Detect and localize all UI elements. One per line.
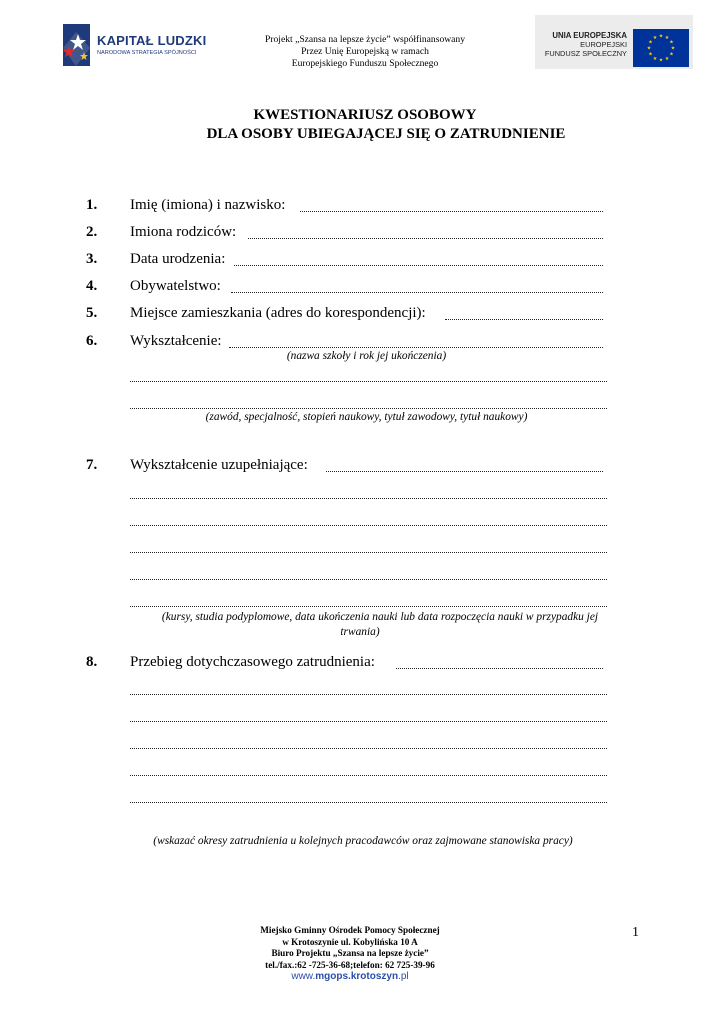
eu-logo-line: UNIA EUROPEJSKA [552, 31, 627, 40]
eu-logo [535, 15, 693, 69]
field-number: 6. [86, 333, 98, 349]
project-line: Europejskiego Funduszu Społecznego [291, 58, 439, 70]
svg-text:★: ★ [648, 51, 653, 58]
courses-note: trwania) [340, 626, 380, 638]
field-label: Data urodzenia: [130, 251, 226, 267]
field-label: Miejsce zamieszkania (adres do korespondencji): [130, 305, 426, 321]
svg-text:★: ★ [670, 45, 676, 52]
employment-input-line[interactable] [130, 802, 607, 803]
education-input-line[interactable] [130, 408, 607, 409]
courses-note: (kursy, studia podyplomowe, data ukończenia nauki lub data rozpoczęcia nauki w przypadku jej [161, 611, 599, 623]
logo-subtitle: NARODOWA STRATEGIA SPÓJNOŚCI [97, 50, 197, 56]
website-suffix: .pl [398, 971, 409, 983]
svg-text:★: ★ [652, 56, 658, 62]
education-input-line[interactable] [130, 381, 607, 382]
eu-logo-line: EUROPEJSKI [580, 40, 627, 49]
field-label: Obywatelstwo: [130, 278, 221, 294]
parents-input-line[interactable] [248, 238, 603, 239]
footer-line: Miejsko Gminny Ośrodek Pomocy Społecznej [260, 925, 440, 935]
footer [250, 925, 450, 983]
svg-text:★: ★ [669, 51, 674, 58]
kapital-ludzki-logo [60, 22, 210, 72]
website-prefix: www. [291, 971, 316, 983]
address-input-line[interactable] [445, 319, 603, 320]
additional-education-input-line[interactable] [130, 579, 607, 580]
footer-line: Biuro Projektu „Szansa na lepsze życie” [271, 948, 429, 959]
additional-education-input-line[interactable] [130, 498, 607, 499]
birthdate-input-line[interactable] [234, 265, 603, 266]
employment-input-line[interactable] [396, 668, 603, 669]
field-label: Imię (imiona) i nazwisko: [130, 197, 286, 213]
svg-text:★: ★ [648, 39, 653, 46]
employment-input-line[interactable] [130, 721, 607, 722]
svg-text:★: ★ [658, 57, 664, 64]
name-input-line[interactable] [300, 211, 603, 212]
field-number: 3. [86, 251, 98, 267]
svg-text:★: ★ [658, 33, 664, 40]
field-number: 1. [86, 197, 98, 213]
svg-text:★: ★ [646, 45, 652, 52]
field-number: 5. [86, 305, 98, 321]
svg-text:★: ★ [669, 39, 674, 46]
form-title-line: DLA OSOBY UBIEGAJĄCEJ SIĘ O ZATRUDNIENIE [206, 126, 566, 142]
eu-flag-icon [633, 29, 689, 67]
form-title-line: KWESTIONARIUSZ OSOBOWY [253, 107, 477, 123]
field-label: Wykształcenie: [130, 333, 222, 349]
field-number: 8. [86, 654, 98, 670]
additional-education-input-line[interactable] [326, 471, 603, 472]
footer-website-link[interactable] [250, 971, 450, 983]
footer-line: w Krotoszynie ul. Kobylińska 10 A [282, 936, 418, 947]
page-number: 1 [632, 925, 639, 940]
project-info [240, 34, 490, 71]
citizenship-input-line[interactable] [231, 292, 603, 293]
school-note: (nazwa szkoły i rok jej ukończenia) [286, 350, 447, 362]
additional-education-input-line[interactable] [130, 552, 607, 553]
additional-education-input-line[interactable] [130, 525, 607, 526]
project-line: Przez Unię Europejską w ramach [301, 46, 429, 58]
employment-input-line[interactable] [130, 694, 607, 695]
footer-line: tel./fax.:62 -725-36-68;telefon: 62 725-39-96 [265, 959, 435, 970]
field-label: Wykształcenie uzupełniające: [130, 457, 308, 473]
employment-input-line[interactable] [130, 775, 607, 776]
eu-logo-line: FUNDUSZ SPOŁECZNY [544, 49, 627, 58]
eu-logo-text [545, 31, 627, 58]
svg-text:★: ★ [664, 56, 670, 62]
svg-text:★: ★ [664, 35, 670, 41]
website-domain: mgops.krotoszyn [315, 971, 399, 983]
profession-note: (zawód, specjalność, stopień naukowy, tytuł zawodowy, tytuł naukowy) [205, 411, 528, 423]
employment-note: (wskazać okresy zatrudnienia u kolejnych pracodawców oraz zajmowane stanowiska pracy) [153, 835, 573, 847]
field-number: 7. [86, 457, 98, 473]
employment-input-line[interactable] [130, 748, 607, 749]
form-title [150, 106, 580, 144]
svg-text:★: ★ [652, 35, 658, 41]
field-number: 4. [86, 278, 98, 294]
field-number: 2. [86, 224, 98, 240]
kapital-ludzki-emblem [60, 22, 94, 68]
field-label: Przebieg dotychczasowego zatrudnienia: [130, 654, 375, 670]
education-input-line[interactable] [229, 347, 603, 348]
project-line: Projekt „Szansa na lepsze życie” współfinansowany [264, 34, 466, 45]
logo-title: KAPITAŁ LUDZKI [97, 33, 207, 48]
field-label: Imiona rodziców: [130, 224, 237, 240]
additional-education-input-line[interactable] [130, 606, 607, 607]
